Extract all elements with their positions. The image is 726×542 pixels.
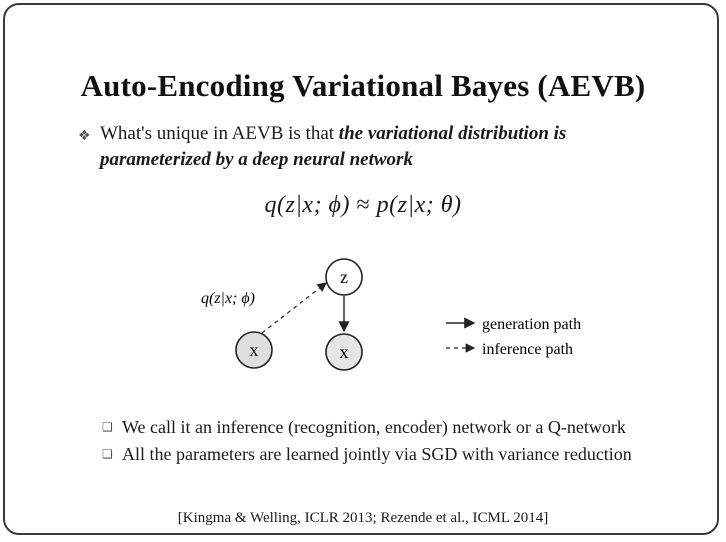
diamond-bullet-icon: ❖ — [78, 129, 91, 144]
citation: [Kingma & Welling, ICLR 2013; Rezende et al., ICML 2014] — [177, 510, 549, 526]
square-bullet-icon: ❑ — [102, 447, 113, 461]
slide-title: Auto-Encoding Variational Bayes (AEVB) — [80, 68, 646, 103]
node-x-right — [326, 334, 362, 370]
main-bullet-prefix: What's unique in AEVB is that — [100, 123, 339, 144]
svg-text:x: x — [339, 342, 349, 362]
equation-approx: ≈ — [356, 192, 371, 218]
main-bullet-emphasis-1: the variational distribution is — [338, 123, 567, 144]
sub-bullet-list — [100, 414, 700, 468]
svg-text:z: z — [340, 267, 348, 287]
equation-rhs: p(z|x; θ) — [376, 192, 462, 218]
node-x-left — [236, 332, 272, 368]
node-z — [326, 259, 362, 295]
sub-bullet-text: All the parameters are learned jointly via SGD with variance reduction — [122, 444, 632, 464]
legend-generation-label: generation path — [482, 316, 582, 333]
sub-bullet-text: We call it an inference (recognition, encoder) network or a Q-network — [122, 417, 626, 437]
inference-edge — [262, 283, 326, 333]
main-bullet-emphasis-2: parameterized by a deep neural network — [100, 149, 413, 170]
svg-text:x: x — [249, 340, 259, 360]
equation-lhs: q(z|x; ϕ) — [264, 192, 350, 218]
square-bullet-icon: ❑ — [102, 420, 113, 434]
legend-inference-label: inference path — [482, 341, 574, 358]
sub-bullet-item — [100, 441, 700, 468]
sub-bullet-item — [100, 414, 700, 441]
inference-edge-label: q(z|x; ϕ) — [201, 290, 255, 307]
